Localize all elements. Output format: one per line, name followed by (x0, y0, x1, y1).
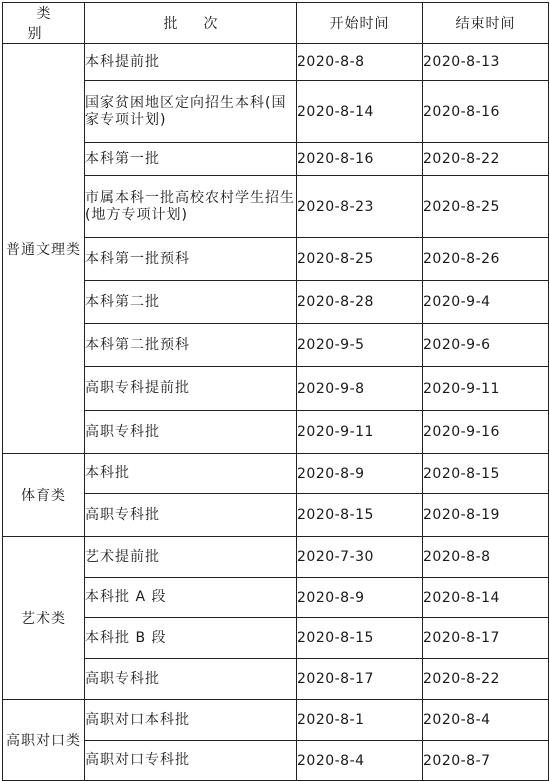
category-cell: 高职对口类 (3, 700, 85, 781)
start-date-cell: 2020-8-15 (297, 618, 423, 659)
batch-cell: 艺术提前批 (85, 537, 297, 578)
start-date-cell: 2020-8-9 (297, 578, 423, 618)
end-date-cell: 2020-9-16 (423, 411, 549, 454)
start-date-cell: 2020-8-17 (297, 659, 423, 700)
header-category: 类别 (3, 3, 85, 44)
start-date-cell: 2020-8-9 (297, 454, 423, 494)
start-date-cell: 2020-9-5 (297, 324, 423, 367)
header-batch: 批次 (85, 3, 297, 44)
table-row (3, 700, 549, 741)
end-date-cell: 2020-8-22 (423, 143, 549, 176)
header-row (3, 3, 549, 44)
start-date-cell: 2020-8-1 (297, 700, 423, 741)
category-cell: 体育类 (3, 454, 85, 537)
table-row (3, 618, 549, 659)
batch-cell: 本科第一批预科 (85, 238, 297, 281)
table-row (3, 411, 549, 454)
header-start-time: 开始时间 (297, 3, 423, 44)
admission-schedule-table (2, 2, 549, 781)
table-row (3, 238, 549, 281)
start-date-cell: 2020-8-8 (297, 44, 423, 81)
batch-cell: 高职专科批 (85, 659, 297, 700)
start-date-cell: 2020-9-8 (297, 367, 423, 411)
batch-cell: 高职对口专科批 (85, 741, 297, 781)
table-row (3, 281, 549, 324)
start-date-cell: 2020-8-14 (297, 81, 423, 143)
end-date-cell: 2020-8-14 (423, 578, 549, 618)
batch-cell: 本科批 A 段 (85, 578, 297, 618)
end-date-cell: 2020-8-13 (423, 44, 549, 81)
start-date-cell: 2020-8-25 (297, 238, 423, 281)
start-date-cell: 2020-8-28 (297, 281, 423, 324)
end-date-cell: 2020-8-22 (423, 659, 549, 700)
table-row (3, 324, 549, 367)
end-date-cell: 2020-8-17 (423, 618, 549, 659)
batch-cell: 高职对口本科批 (85, 700, 297, 741)
end-date-cell: 2020-8-15 (423, 454, 549, 494)
table-row (3, 44, 549, 81)
table-row (3, 81, 549, 143)
start-date-cell: 2020-9-11 (297, 411, 423, 454)
start-date-cell: 2020-8-4 (297, 741, 423, 781)
batch-cell: 国家贫困地区定向招生本科(国家专项计划) (85, 81, 297, 143)
batch-cell: 高职专科提前批 (85, 367, 297, 411)
table-row (3, 741, 549, 781)
batch-cell: 本科第二批 (85, 281, 297, 324)
end-date-cell: 2020-8-16 (423, 81, 549, 143)
end-date-cell: 2020-9-6 (423, 324, 549, 367)
batch-cell: 本科批 B 段 (85, 618, 297, 659)
end-date-cell: 2020-8-26 (423, 238, 549, 281)
category-cell: 普通文理类 (3, 44, 85, 454)
end-date-cell: 2020-8-19 (423, 494, 549, 537)
end-date-cell: 2020-8-8 (423, 537, 549, 578)
batch-cell: 本科批 (85, 454, 297, 494)
start-date-cell: 2020-8-15 (297, 494, 423, 537)
batch-cell: 本科提前批 (85, 44, 297, 81)
table-row (3, 537, 549, 578)
table-row (3, 659, 549, 700)
start-date-cell: 2020-8-16 (297, 143, 423, 176)
batch-cell: 本科第一批 (85, 143, 297, 176)
end-date-cell: 2020-8-4 (423, 700, 549, 741)
end-date-cell: 2020-9-11 (423, 367, 549, 411)
batch-cell: 本科第二批预科 (85, 324, 297, 367)
table-row (3, 578, 549, 618)
end-date-cell: 2020-8-7 (423, 741, 549, 781)
batch-cell: 市属本科一批高校农村学生招生(地方专项计划) (85, 176, 297, 238)
table-row (3, 176, 549, 238)
batch-cell: 高职专科批 (85, 411, 297, 454)
table-row (3, 494, 549, 537)
end-date-cell: 2020-8-25 (423, 176, 549, 238)
header-end-time: 结束时间 (423, 3, 549, 44)
table-row (3, 143, 549, 176)
start-date-cell: 2020-8-23 (297, 176, 423, 238)
category-cell: 艺术类 (3, 537, 85, 700)
end-date-cell: 2020-9-4 (423, 281, 549, 324)
batch-cell: 高职专科批 (85, 494, 297, 537)
table-row (3, 367, 549, 411)
start-date-cell: 2020-7-30 (297, 537, 423, 578)
table-row (3, 454, 549, 494)
